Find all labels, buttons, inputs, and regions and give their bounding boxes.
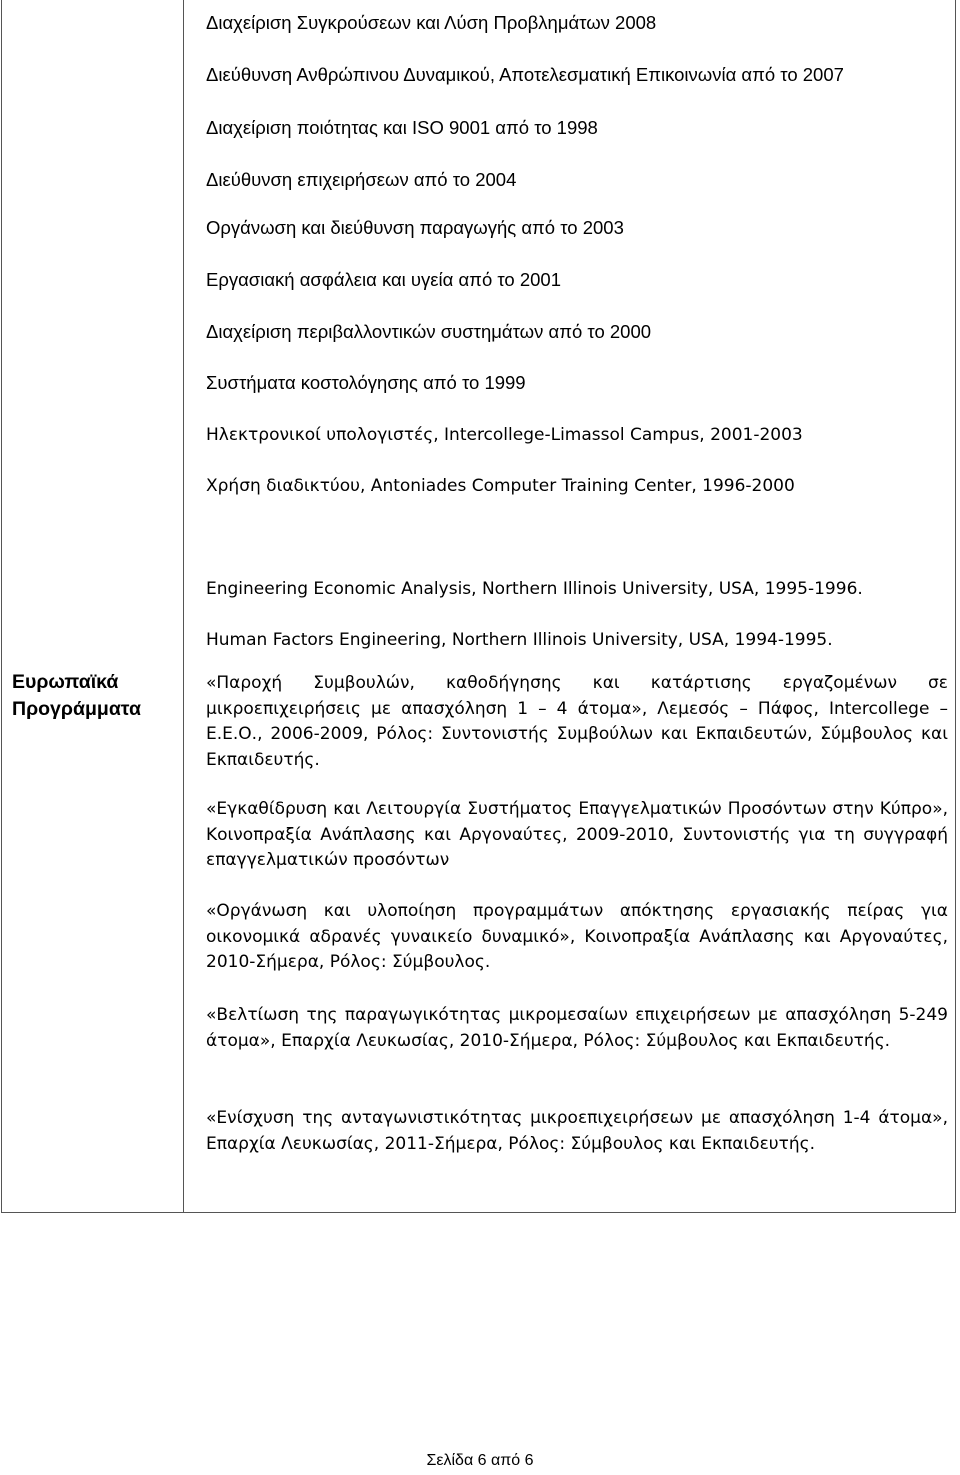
training-item: Εργασιακή ασφάλεια και υγεία από το 2001 <box>206 269 562 290</box>
program-entry: «Εγκαθίδρυση και Λειτουργία Συστήματος Επαγγελματικών Προσόντων στην Κύπρο», Κοινοπραξία Ανάπλασης και Αργοναύτες, 2009-2010, Συντονιστής για τη συγγραφή επαγγελματικών προσόντων <box>206 799 948 870</box>
program-entry: «Βελτίωση της παραγωγικότητας μικρομεσαίων επιχειρήσεων με απασχόληση 5-249 άτομα», Επαρχία Λευκωσίας, 2010-Σήμερα, Ρόλος: Σύμβουλος και Εκπαιδευτής. <box>206 1005 948 1051</box>
training-item: Διαχείριση ποιότητας και ISO 9001 από το 1998 <box>206 117 598 138</box>
training-item: Διαχείριση Συγκρούσεων και Λύση Προβλημάτων 2008 <box>206 12 657 33</box>
program-entry: «Ενίσχυση της ανταγωνιστικότητας μικροεπιχειρήσεων με απασχόληση 1-4 άτομα», Επαρχία Λευκωσίας, 2011-Σήμερα, Ρόλος: Σύμβουλος και Εκπαιδευτής. <box>206 1108 948 1154</box>
section-label: Ευρωπαϊκά Προγράμματα <box>12 671 141 720</box>
training-item: Οργάνωση και διεύθυνση παραγωγής από το 2003 <box>206 217 624 238</box>
training-item: Διεύθυνση Ανθρώπινου Δυναμικού, Αποτελεσματική Επικοινωνία από το 2007 <box>206 64 844 85</box>
program-entry: «Οργάνωση και υλοποίηση προγραμμάτων απόκτησης εργασιακής πείρας για οικονομικά αδρανές γυναικείο δυναμικό», Κοινοπραξία Ανάπλασης και Αργοναύτες, 2010-Σήμερα, Ρόλος: Σύμβουλος. <box>206 901 948 972</box>
university-course: Human Factors Engineering, Northern Illinois University, USA, 1994-1995. <box>206 630 833 650</box>
training-item: Χρήση διαδικτύου, Antoniades Computer Training Center, 1996-2000 <box>206 476 795 496</box>
training-item: Διαχείριση περιβαλλοντικών συστημάτων από το 2000 <box>206 321 652 342</box>
training-item: Συστήματα κοστολόγησης από το 1999 <box>206 372 526 393</box>
column-divider <box>183 0 184 1213</box>
training-item: Ηλεκτρονικοί υπολογιστές, Intercollege-Limassol Campus, 2001-2003 <box>206 425 803 445</box>
program-entry: «Παροχή Συμβουλών, καθοδήγησης και κατάρτισης εργαζομένων σε μικροεπιχειρήσεις με απασχόληση 1 – 4 άτομα», Λεμεσός – Πάφος, Intercollege – Ε.Ε.Ο., 2006-2009, Ρόλος: Συντονιστής Συμβούλων και Εκπαιδευτών, Σύμβουλος και Εκπαιδευτής. <box>206 673 948 770</box>
page-footer: Σελίδα 6 από 6 <box>426 1452 534 1469</box>
university-course: Engineering Economic Analysis, Northern Illinois University, USA, 1995-1996. <box>206 579 863 599</box>
training-item: Διεύθυνση επιχειρήσεων από το 2004 <box>206 169 517 190</box>
